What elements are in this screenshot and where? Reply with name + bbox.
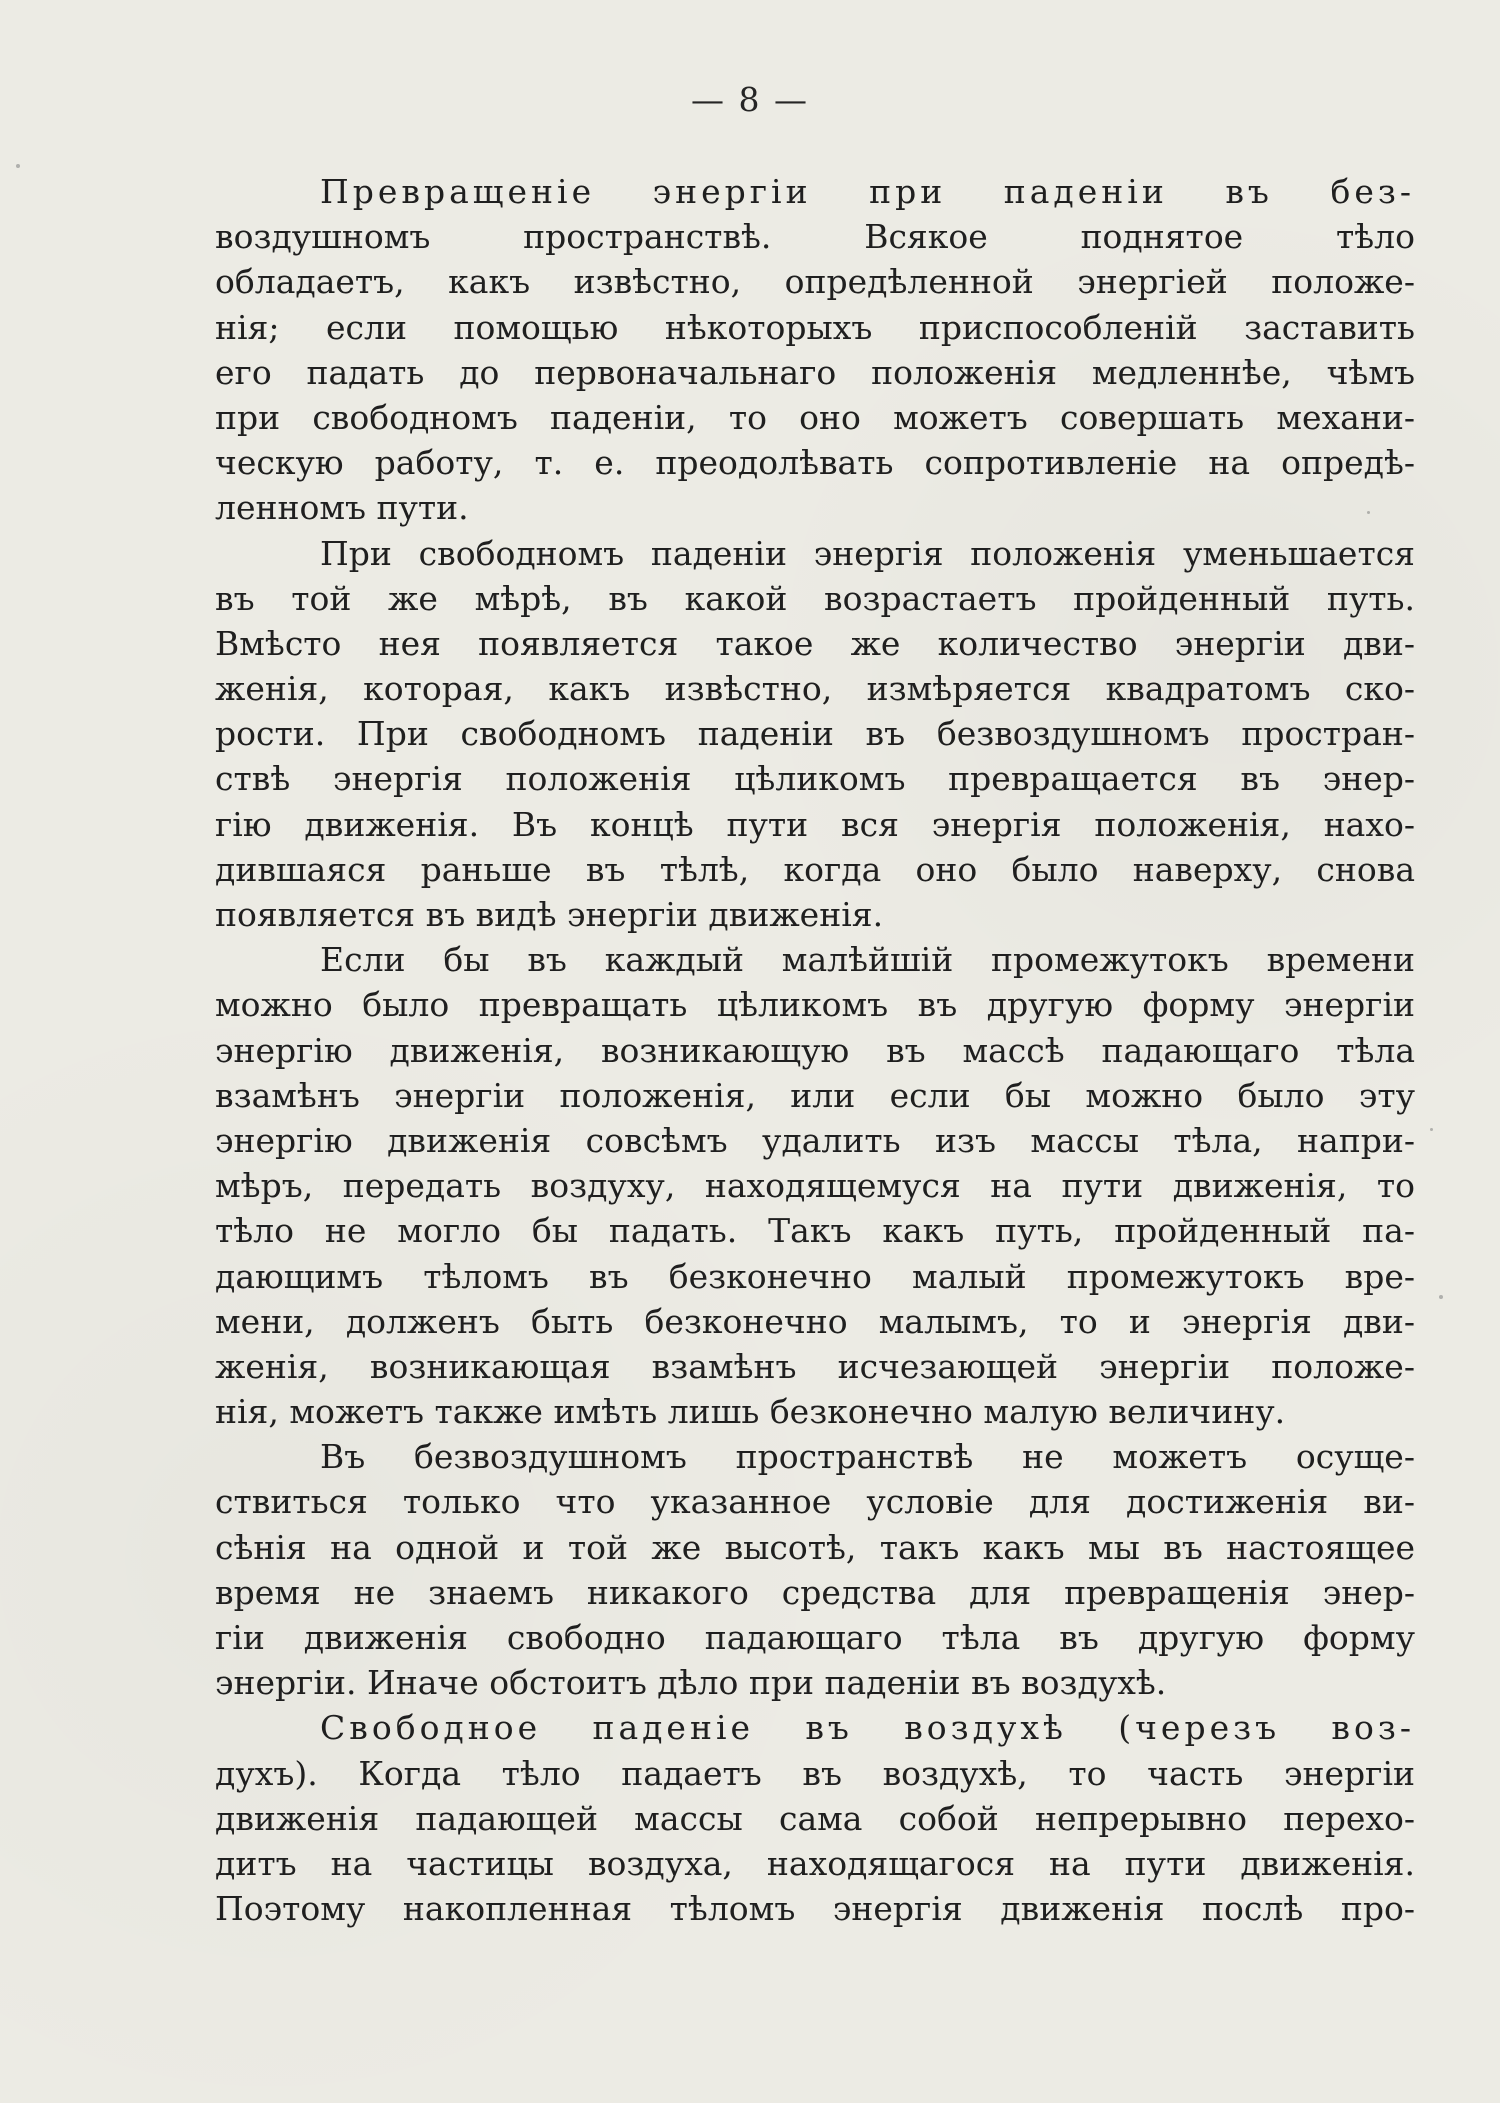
- text-line: гію движенія. Въ концѣ пути вся энергія положенія, нахо-: [215, 804, 1415, 844]
- text-line: гіи движенія свободно падающаго тѣла въ другую форму: [215, 1618, 1415, 1657]
- text-line: Если бы въ каждый малѣйшій промежутокъ времени: [320, 940, 1415, 980]
- paper-speck: [16, 164, 20, 168]
- text-line: энергію движенія, возникающую въ массѣ падающаго тѣла: [215, 1030, 1415, 1070]
- text-line: взамѣнъ энергіи положенія, или если бы можно было эту: [215, 1075, 1415, 1115]
- text-line: энергію движенія совсѣмъ удалить изъ массы тѣла, напри-: [215, 1120, 1415, 1160]
- text-line: обладаетъ, какъ извѣстно, опредѣленной энергіей положе-: [215, 262, 1415, 302]
- text-line: рости. При свободномъ паденіи въ безвоздушномъ простран-: [215, 714, 1415, 754]
- text-line: дившаяся раньше въ тѣлѣ, когда оно было наверху, снова: [215, 849, 1415, 889]
- text-line: дитъ на частицы воздуха, находящагося на пути движенія.: [215, 1843, 1415, 1883]
- text-line: сѣнія на одной и той же высотѣ, такъ какъ мы въ настоящее: [215, 1527, 1415, 1567]
- text-line: Превращеніе энергіи при паденіи въ без-: [320, 172, 1415, 211]
- text-line: время не знаемъ никакого средства для превращенія энер-: [215, 1572, 1415, 1612]
- text-line: Въ безвоздушномъ пространствѣ не можетъ осуще-: [320, 1437, 1415, 1477]
- text-line: мени, долженъ быть безконечно малымъ, то и энергія дви-: [215, 1301, 1415, 1341]
- text-line: воздушномъ пространствѣ. Всякое поднятое тѣло: [215, 217, 1415, 257]
- text-line: появляется въ видѣ энергіи движенія.: [215, 895, 884, 934]
- text-line: ствиться только что указанное условіе для достиженія ви-: [215, 1482, 1415, 1522]
- text-line: ческую работу, т. е. преодолѣвать сопротивленіе на опредѣ-: [215, 443, 1415, 483]
- text-line: женія, возникающая взамѣнъ исчезающей энергіи положе-: [215, 1346, 1415, 1386]
- text-line: Вмѣсто нея появляется такое же количество энергіи дви-: [215, 623, 1415, 663]
- text-line: тѣло не могло бы падать. Такъ какъ путь, пройденный па-: [215, 1211, 1415, 1251]
- text-line: духъ). Когда тѣло падаетъ въ воздухѣ, то часть энергіи: [215, 1753, 1415, 1793]
- text-line: нія; если помощью нѣкоторыхъ приспособленій заставить: [215, 307, 1415, 347]
- text-line: Поэтому накопленная тѣломъ энергія движенія послѣ про-: [215, 1889, 1415, 1929]
- text-line: ленномъ пути.: [215, 488, 469, 528]
- text-line: движенія падающей массы сама собой непрерывно перехо-: [215, 1798, 1415, 1838]
- text-line: можно было превращать цѣликомъ въ другую форму энергіи: [215, 985, 1415, 1025]
- text-line: Свободное паденіе въ воздухѣ (черезъ воз-: [320, 1708, 1415, 1748]
- text-line: ствѣ энергія положенія цѣликомъ превращается въ энер-: [215, 759, 1415, 799]
- text-line: дающимъ тѣломъ въ безконечно малый промежутокъ вре-: [215, 1256, 1415, 1296]
- text-line: При свободномъ паденіи энергія положенія уменьшается: [320, 533, 1415, 573]
- text-line: въ той же мѣрѣ, въ какой возрастаетъ пройденный путь.: [215, 578, 1415, 618]
- text-line: при свободномъ паденіи, то оно можетъ совершать механи-: [215, 397, 1415, 437]
- paper-speck: [1439, 1295, 1443, 1299]
- text-line: нія, можетъ также имѣть лишь безконечно малую величину.: [215, 1392, 1286, 1432]
- page-text-block: [215, 169, 1415, 1931]
- text-line: женія, которая, какъ извѣстно, измѣряется квадратомъ ско-: [215, 669, 1415, 709]
- paper-speck: [1430, 1128, 1433, 1131]
- text-line: энергіи. Иначе обстоитъ дѣло при паденіи въ воздухѣ.: [215, 1663, 1167, 1703]
- text-line: мѣръ, передать воздуху, находящемуся на пути движенія, то: [215, 1166, 1415, 1206]
- text-line: его падать до первоначальнаго положенія медленнѣе, чѣмъ: [215, 352, 1415, 392]
- page-number: — 8 —: [691, 80, 809, 119]
